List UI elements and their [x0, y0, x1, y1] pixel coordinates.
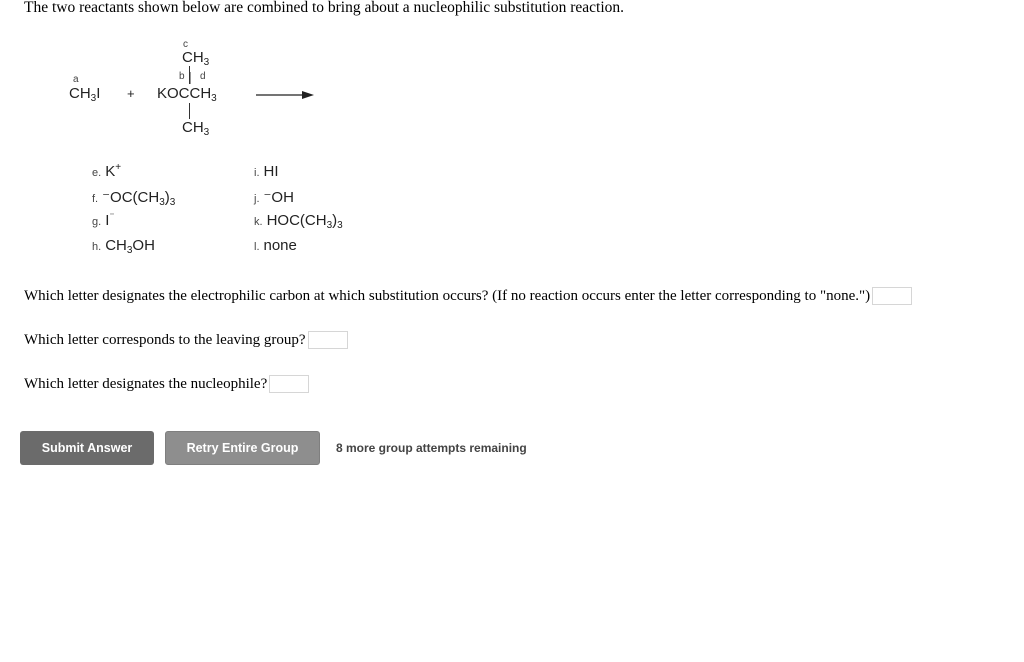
label-d: d [200, 71, 206, 82]
option-k: k. $HOC(CH_3)_3$ [254, 212, 343, 231]
top-methyl-group: $CH_3$ [182, 49, 210, 68]
label-a: a [73, 74, 79, 85]
option-i: i. HI [254, 163, 279, 180]
reactant-ch3i: $CH_3I$ [69, 85, 101, 104]
question-leaving-group-text: Which letter corresponds to the leaving group? [24, 331, 306, 348]
plus-sign: + [127, 86, 135, 101]
option-j: j. ⁻OH [254, 189, 294, 206]
nucleophile-answer-input[interactable] [269, 375, 309, 393]
question-electrophile [24, 287, 912, 305]
submit-answer-button[interactable]: Submit Answer [20, 431, 154, 465]
attempts-remaining-text: 8 more group attempts remaining [336, 441, 527, 455]
option-e: e. K+ [92, 162, 122, 180]
question-electrophile-text: Which letter designates the electrophilic carbon at which substitution occurs? (If no reaction occurs enter the letter corresponding to "none.") [24, 287, 871, 304]
reactant-ktbuo: $KOCCH_3$ [157, 85, 217, 104]
option-l: l. none [254, 237, 297, 254]
leaving-group-answer-input[interactable] [308, 331, 348, 349]
option-f: f. $^-OC(CH_3)_3$ [92, 189, 176, 208]
option-h: h. $CH_3OH$ [92, 237, 155, 256]
question-nucleophile [24, 375, 309, 393]
label-c: c [183, 39, 188, 50]
problem-intro: The two reactants shown below are combined to bring about a nucleophilic substitution reaction. [24, 0, 625, 16]
question-nucleophile-text: Which letter designates the nucleophile? [24, 375, 268, 392]
bond-lines [0, 0, 340, 150]
electrophile-answer-input[interactable] [872, 287, 912, 305]
bottom-methyl-group: $CH_3$ [182, 119, 210, 138]
option-g: g. I⁻ [92, 211, 115, 229]
retry-entire-group-button[interactable]: Retry Entire Group [165, 431, 320, 465]
label-b: b [179, 71, 185, 82]
reaction-arrow-icon [256, 91, 314, 99]
question-leaving-group [24, 331, 348, 349]
